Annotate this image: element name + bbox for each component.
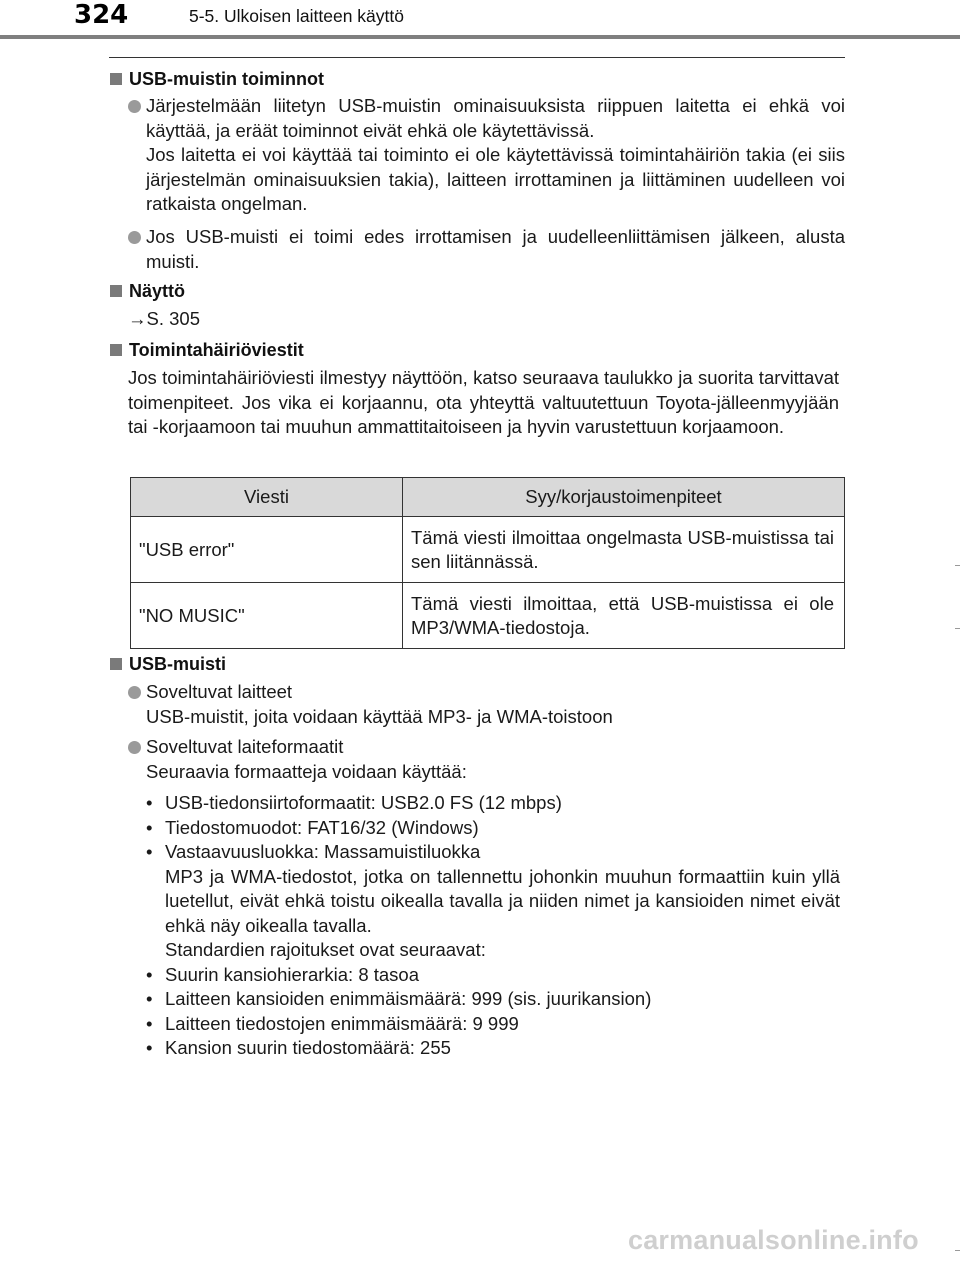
usb-functions-heading (110, 67, 324, 91)
compatible-devices-text: USB-muistit, joita voidaan käyttää MP3- ja WMA-toistoon (146, 705, 613, 727)
bullet-text: Jos laitetta ei voi käyttää tai toiminto ei ole käytettävissä toimintahäiriön takia (ei siis järjestelmän ominaisuuksien takia), laitteen irrottaminen ja liittäminen uudelleen voi ratkaista ongelman. (146, 144, 845, 214)
square-bullet-icon (110, 73, 122, 85)
intro-text: Jos toimintahäiriöviesti ilmestyy näyttöön, katso seuraava taulukko ja suorita tarvittavat toimenpiteet. Jos vika ei korjaannu, ota yhteyttä valtuutettuun Toyota-jälleenmyyjään tai -korjaamoon tai muuhun ammattitaitoiseen ja hyvin varustettuun korjaamoon. (128, 367, 839, 437)
message-cell: "USB error" (131, 517, 403, 583)
list-item: • Vastaavuusluokka: Massamuistiluokka (146, 841, 481, 862)
edge-mark (955, 628, 960, 629)
action-cell: Tämä viesti ilmoittaa ongelmasta USB-muistissa tai sen liitännässä. (403, 517, 845, 583)
square-bullet-icon (110, 285, 122, 297)
list-item: • Suurin kansiohierarkia: 8 tasoa (146, 963, 420, 985)
circle-bullet-icon (128, 741, 141, 754)
compatible-devices-title: Soveltuvat laitteet (146, 681, 293, 702)
edge-mark (955, 565, 960, 566)
edge-mark (955, 1250, 960, 1251)
usb-memory-title: USB-muisti (129, 654, 227, 674)
usb-functions-bullet-1 (128, 94, 845, 217)
display-heading (110, 279, 185, 303)
list-item: • Laitteen tiedostojen enimmäismäärä: 9 999 (146, 1012, 519, 1034)
column-header-action: Syy/korjaustoimenpiteet (403, 478, 845, 517)
bullet-text: Jos USB-muisti ei toimi edes irrottamisen ja uudelleenliittämisen jälkeen, alusta muisti. (146, 226, 845, 272)
formats-bullet (128, 735, 845, 784)
list-item-note: Standardien rajoitukset ovat seuraavat: (165, 939, 486, 960)
usb-functions-bullet-2 (128, 225, 845, 274)
error-messages-intro (128, 366, 839, 440)
table-row (131, 517, 845, 583)
list-item: • USB-tiedonsiirtoformaatit: USB2.0 FS (12 mbps) (146, 792, 562, 813)
display-reference-link[interactable]: →S. 305 (128, 308, 200, 329)
square-bullet-icon (110, 344, 122, 356)
error-messages-title: Toimintahäiriöviestit (129, 340, 304, 360)
page-number: 324 (74, 0, 129, 30)
list-item-note: MP3 ja WMA-tiedostot, jotka on tallennettu johonkin muuhun formaattiin kuin yllä luetellut, eivät ehkä toistu oikealla tavalla ja niiden nimet ja kansioiden nimet eivät ehkä näy oikealla tavalla. (165, 865, 840, 936)
section-header: 5-5. Ulkoisen laitteen käyttö (189, 6, 404, 26)
circle-bullet-icon (128, 231, 141, 244)
usb-spec-list (146, 791, 840, 1061)
circle-bullet-icon (128, 100, 141, 113)
square-bullet-icon (110, 658, 122, 670)
list-item: • Tiedostomuodot: FAT16/32 (Windows) (146, 816, 479, 838)
display-title: Näyttö (129, 281, 186, 301)
bullet-text: Järjestelmään liitetyn USB-muistin ominaisuuksista riippuen laitetta ei ehkä voi käyttää, ja eräät toiminnot eivät ehkä ole käytettävissä. (146, 95, 845, 141)
usb-memory-heading (110, 652, 226, 676)
list-item: • Laitteen kansioiden enimmäismäärä: 999 (sis. juurikansion) (146, 988, 652, 1009)
action-cell: Tämä viesti ilmoittaa, että USB-muistissa ei ole MP3/WMA-tiedostoja. (403, 583, 845, 649)
usb-functions-title: USB-muistin toiminnot (129, 69, 324, 89)
column-header-message: Viesti (131, 478, 403, 517)
error-messages-heading (110, 338, 304, 362)
header-rule (0, 35, 960, 39)
compatible-devices-bullet (128, 680, 845, 729)
error-message-table (130, 477, 845, 649)
list-item: • Kansion suurin tiedostomäärä: 255 (146, 1037, 451, 1058)
watermark: carmanualsonline.info (628, 1225, 919, 1255)
circle-bullet-icon (128, 686, 141, 699)
content-rule (109, 57, 845, 58)
formats-text: Seuraavia formaatteja voidaan käyttää: (146, 760, 467, 782)
message-cell: "NO MUSIC" (131, 583, 403, 649)
formats-title: Soveltuvat laiteformaatit (146, 736, 344, 757)
table-row (131, 583, 845, 649)
table-header-row (131, 478, 845, 517)
